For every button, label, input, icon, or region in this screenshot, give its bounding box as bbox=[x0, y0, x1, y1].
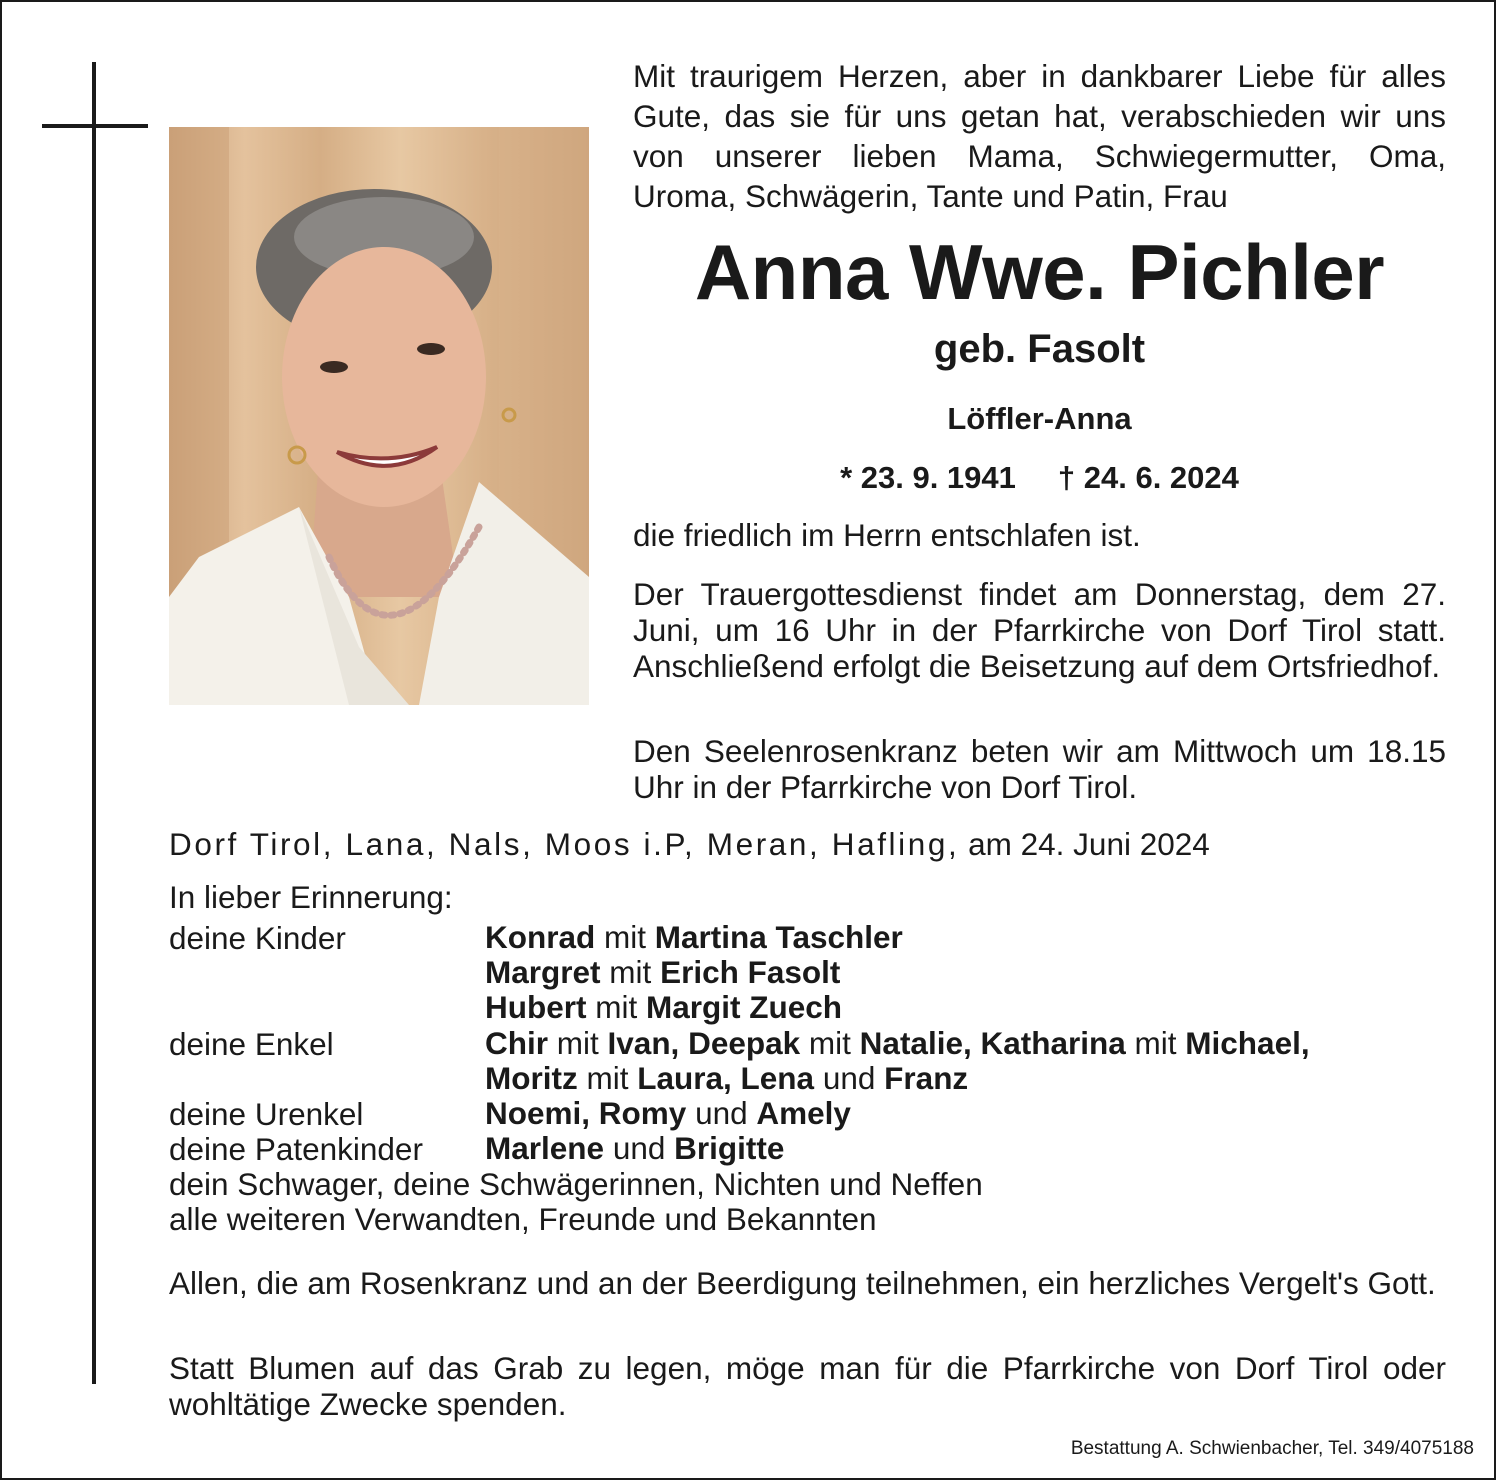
nickname: Löffler-Anna bbox=[947, 401, 1132, 436]
life-dates bbox=[633, 458, 1446, 498]
passed-text: die friedlich im Herrn entschlafen ist. bbox=[633, 517, 1141, 553]
relatives-line-1: dein Schwager, deine Schwägerinnen, Nichten und Neffen bbox=[169, 1166, 983, 1202]
place-towns: Dorf Tirol, Lana, Nals, Moos i.P, Meran, Hafling, bbox=[169, 826, 960, 862]
portrait-illustration bbox=[169, 127, 589, 705]
cross-vertical-bar bbox=[92, 62, 96, 1384]
place-date: am 24. Juni 2024 bbox=[968, 826, 1210, 862]
cross-horizontal-bar bbox=[42, 124, 148, 128]
enkel-line-1: Chir mit Ivan, Deepak mit Natalie, Katharina mit Michael, bbox=[485, 1025, 1310, 1061]
patenkinder-line: Marlene und Brigitte bbox=[485, 1130, 785, 1166]
rosary-text: Den Seelenrosenkranz beten wir am Mittwoch um 18.15 Uhr in der Pfarrkirche von Dorf Tirol. bbox=[633, 733, 1446, 805]
relation-label-enkel: deine Enkel bbox=[169, 1026, 334, 1062]
birth-date: * 23. 9. 1941 bbox=[840, 460, 1016, 495]
donation-text: Statt Blumen auf das Grab zu legen, möge man für die Pfarrkirche von Dorf Tirol oder wohltätige Zwecke spenden. bbox=[169, 1350, 1446, 1422]
thanks-text: Allen, die am Rosenkranz und an der Beerdigung teilnehmen, ein herzliches Vergelt's Gott. bbox=[169, 1265, 1436, 1301]
maiden-name: geb. Fasolt bbox=[933, 327, 1146, 371]
relation-label-urenkel: deine Urenkel bbox=[169, 1096, 364, 1132]
relation-label-patenkinder: deine Patenkinder bbox=[169, 1131, 423, 1167]
relatives-line-2: alle weiteren Verwandten, Freunde und Bekannten bbox=[169, 1201, 877, 1237]
death-date: † 24. 6. 2024 bbox=[1057, 460, 1239, 495]
portrait-photo bbox=[169, 127, 589, 705]
kinder-line-1: Konrad mit Martina Taschler bbox=[485, 919, 903, 955]
memory-heading: In lieber Erinnerung: bbox=[169, 879, 453, 915]
kinder-line-2: Margret mit Erich Fasolt bbox=[485, 954, 841, 990]
enkel-line-2: Moritz mit Laura, Lena und Franz bbox=[485, 1060, 969, 1096]
place-date-line bbox=[169, 824, 1449, 864]
deceased-name: Anna Wwe. Pichler bbox=[694, 228, 1385, 316]
funeral-service-text: Der Trauergottesdienst findet am Donnerstag, dem 27. Juni, um 16 Uhr in der Pfarrkirche von Dorf Tirol statt. Anschließend erfolgt die Beisetzung auf dem Ortsfriedhof. bbox=[633, 576, 1446, 684]
funeral-home-footer: Bestattung A. Schwienbacher, Tel. 349/4075188 bbox=[1070, 1438, 1474, 1459]
relation-label-kinder: deine Kinder bbox=[169, 920, 346, 956]
intro-text: Mit traurigem Herzen, aber in dankbarer Liebe für alles Gute, das sie für uns getan hat, verabschieden wir uns von unserer lieben Mama, Schwiegermutter, Oma, Uroma, Schwägerin, Tante und Patin, Frau bbox=[633, 58, 1446, 214]
kinder-line-3: Hubert mit Margit Zuech bbox=[485, 989, 843, 1025]
urenkel-line: Noemi, Romy und Amely bbox=[485, 1095, 851, 1131]
